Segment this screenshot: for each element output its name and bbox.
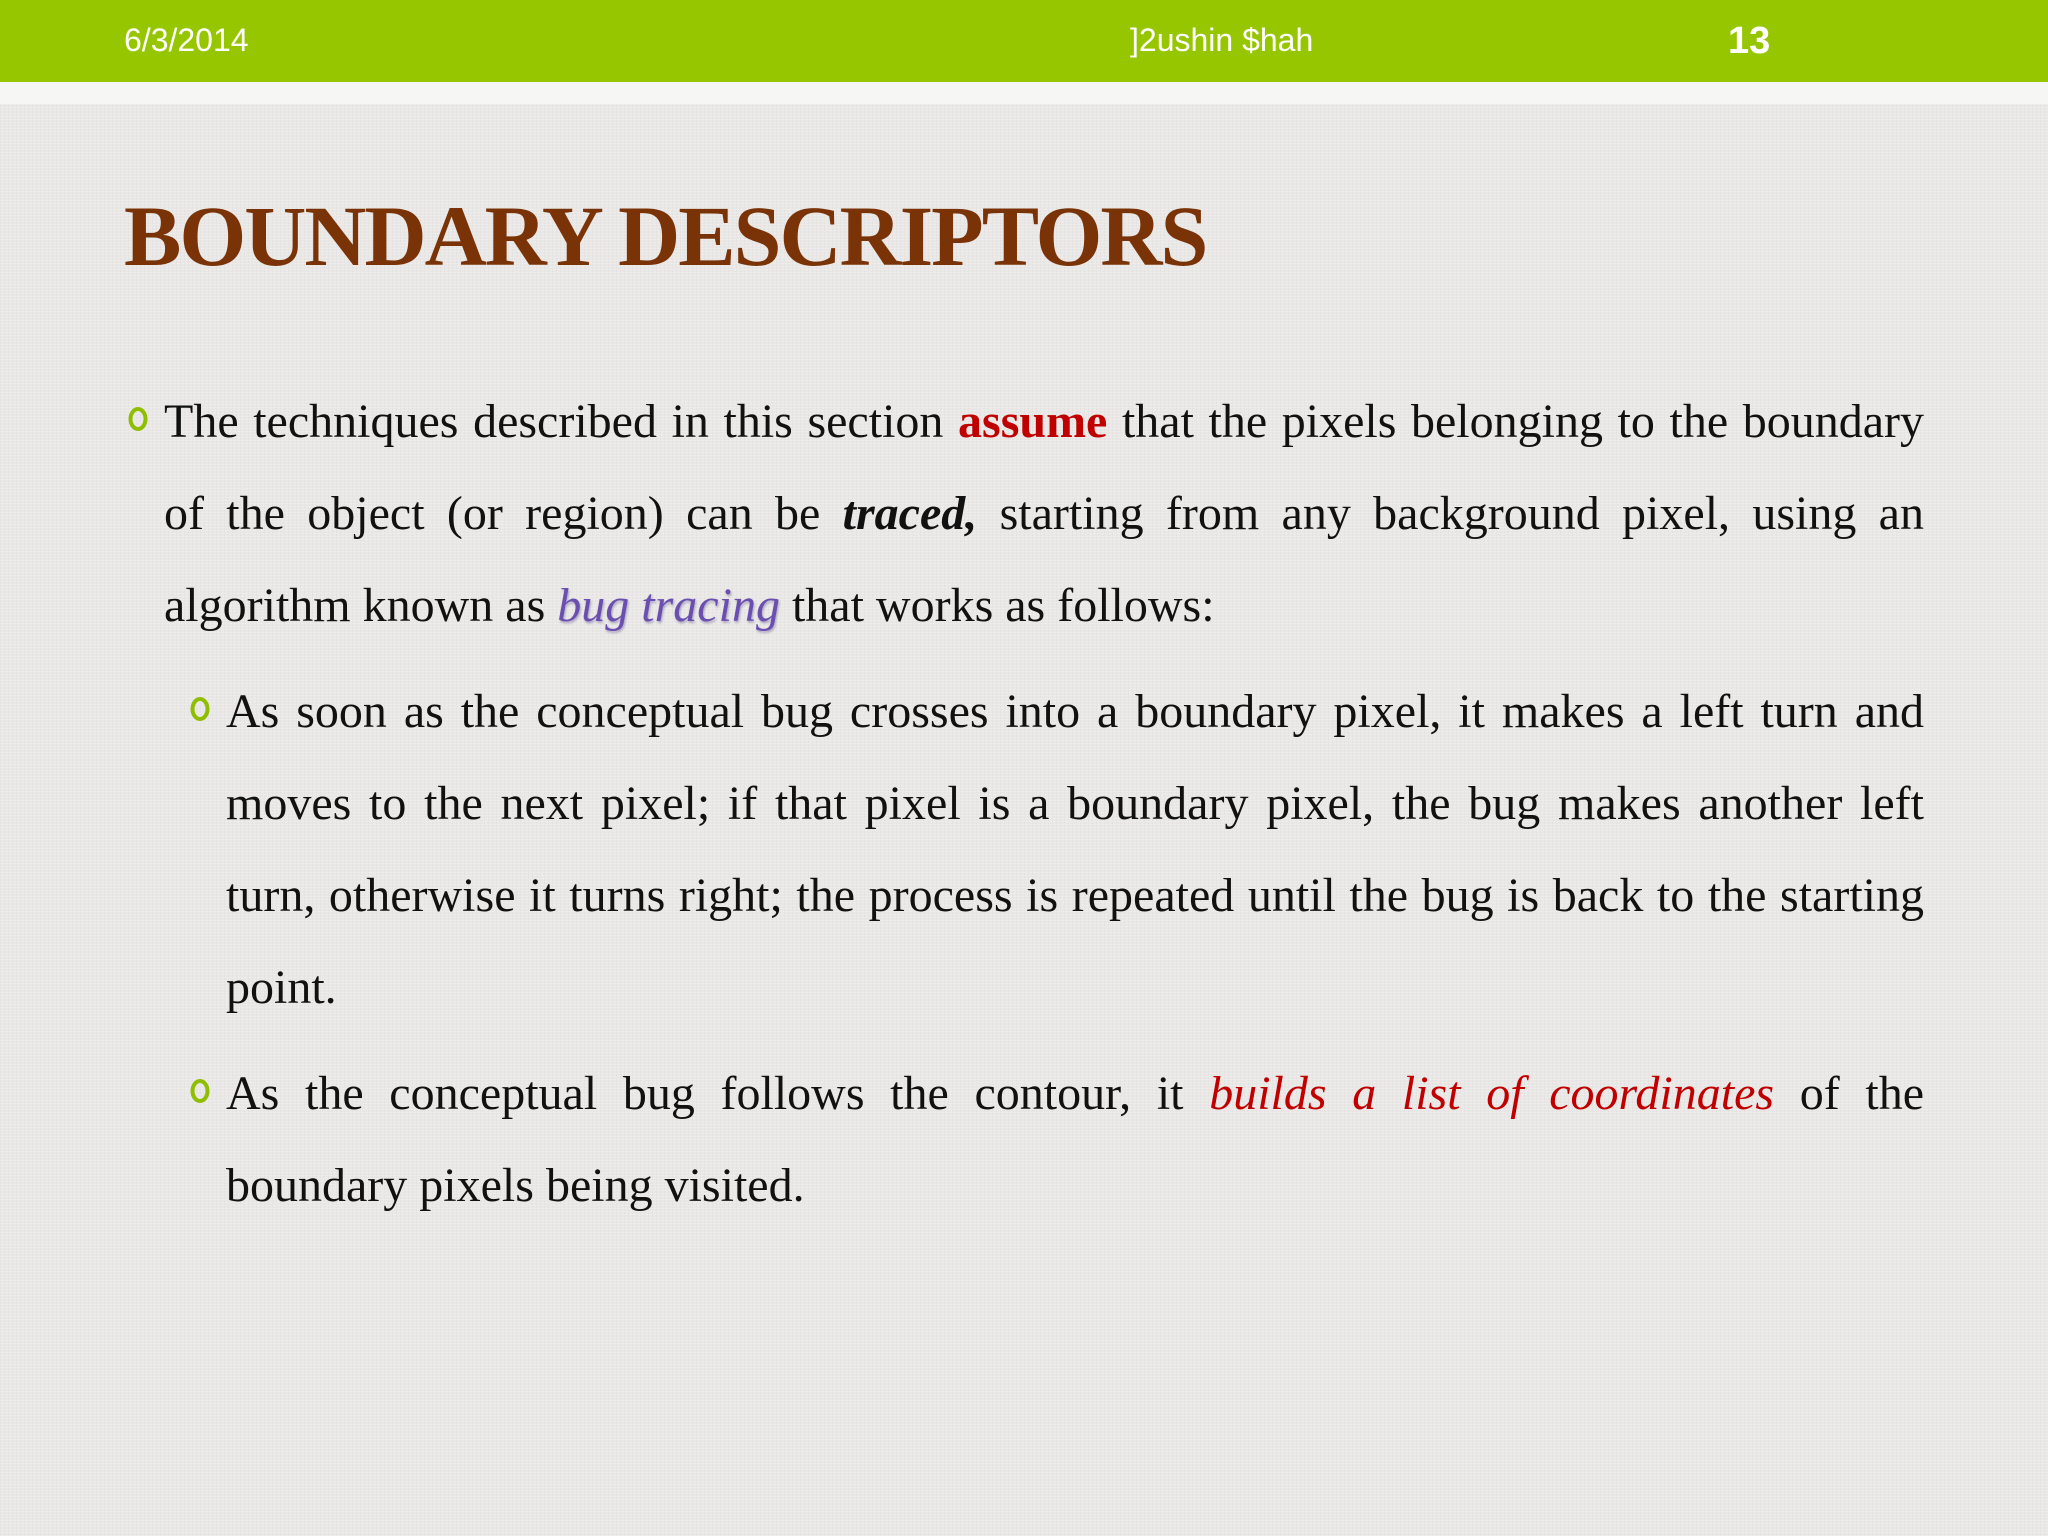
ring-bullet-icon bbox=[190, 696, 210, 722]
bullet-1-emphasis-bug-tracing: bug tracing bbox=[557, 579, 780, 632]
bullet-1-text-2: that the pixels belonging to the boundary of the object (or region) can be bbox=[164, 395, 1925, 540]
header-divider bbox=[0, 82, 2048, 104]
slide-content bbox=[124, 376, 1924, 1232]
bullet-item-3 bbox=[186, 1048, 1924, 1232]
bullet-3-text-1: As the conceptual bug follows the contour, it bbox=[226, 1067, 1210, 1120]
bullet-1-emphasis-traced: traced, bbox=[842, 487, 978, 540]
bullet-2-text: As soon as the conceptual bug crosses into a boundary pixel, it makes a left turn and moves to the next pixel; if that pixel is a boundary pixel, the bug makes another left turn, otherwise it turns right; the process is repeated until the bug is back to the starting point. bbox=[226, 685, 1924, 1014]
bullet-1-text-3: starting from any background pixel, using an algorithm known as bbox=[164, 487, 1924, 632]
bullet-1-emphasis-assume: assume bbox=[958, 395, 1108, 448]
slide-page-number: 13 bbox=[1728, 20, 1771, 62]
slide-title: BOUNDARY DESCRIPTORS bbox=[124, 188, 1207, 284]
bullet-1-text-4: that works as follows: bbox=[779, 579, 1215, 632]
ring-bullet-icon bbox=[190, 1078, 210, 1104]
bullet-item-1 bbox=[124, 376, 1924, 652]
bullet-3-text-2: of the boundary pixels being visited. bbox=[226, 1067, 1925, 1212]
bullet-3-emphasis-list-of-coordinates: builds a list of coordinates bbox=[1209, 1067, 1775, 1120]
ring-bullet-icon bbox=[128, 406, 148, 432]
bullet-1-text-1: The techniques described in this section bbox=[164, 395, 959, 448]
bullet-item-2 bbox=[186, 666, 1924, 1034]
header-bar bbox=[0, 0, 2048, 82]
slide-author: ]2ushin $hah bbox=[1130, 22, 1314, 58]
slide-date: 6/3/2014 bbox=[124, 22, 249, 58]
